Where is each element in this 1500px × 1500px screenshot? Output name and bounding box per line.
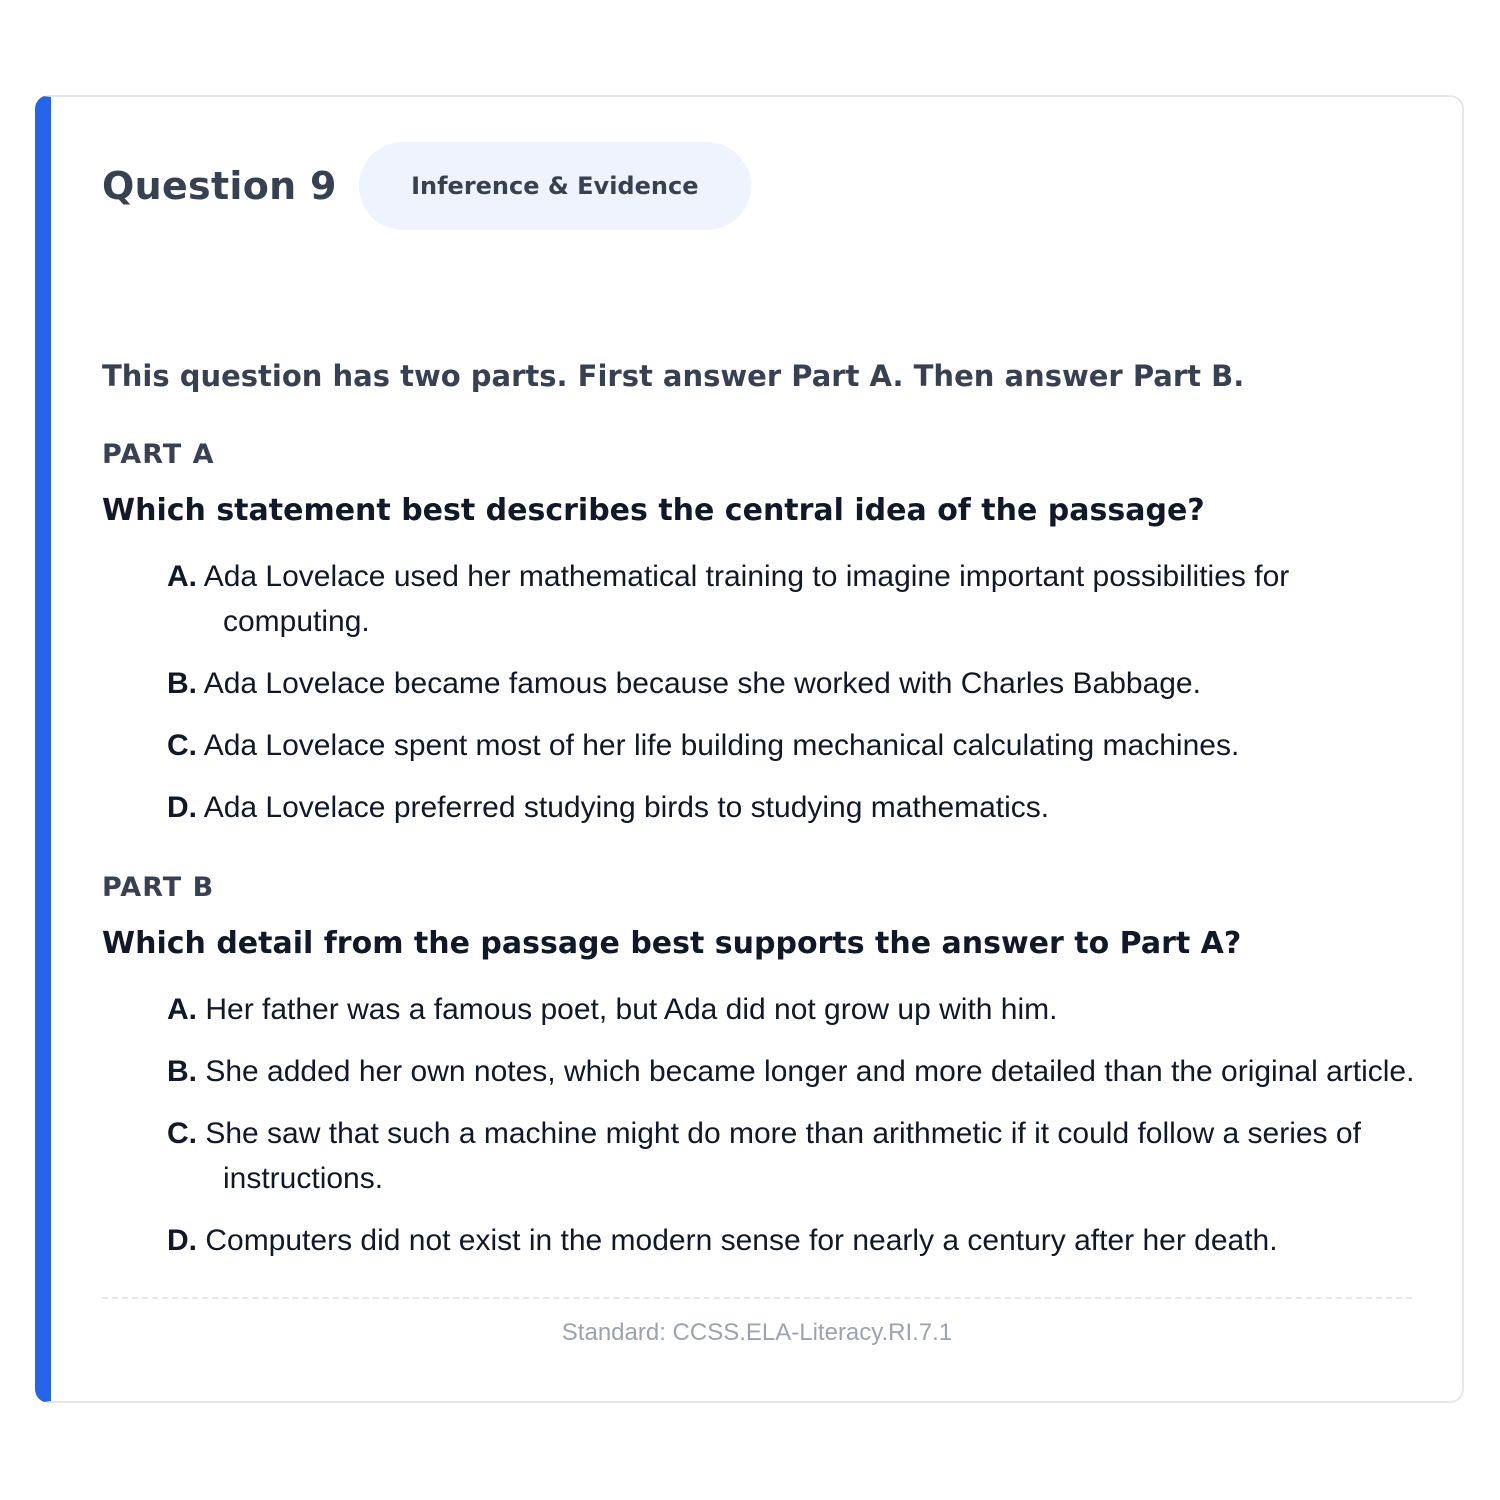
part-a-option-d[interactable] — [167, 785, 1417, 830]
part-a-options — [167, 554, 1417, 847]
option-text: She saw that such a machine might do more than arithmetic if it could follow a series of instructions. — [205, 1117, 1361, 1195]
standard-label: Standard: CCSS.ELA-Literacy.RI.7.1 — [561, 1319, 953, 1346]
part-a-prompt: Which statement best describes the central idea of the passage? — [102, 493, 1205, 528]
question-header — [102, 142, 751, 230]
option-letter: A. — [167, 560, 197, 593]
option-letter: A. — [167, 993, 197, 1026]
part-b-option-b[interactable] — [167, 1049, 1417, 1094]
option-text: Ada Lovelace spent most of her life building mechanical calculating machines. — [203, 729, 1240, 762]
part-a-label: PART A — [102, 439, 215, 470]
part-b-label: PART B — [102, 872, 215, 903]
option-letter: D. — [167, 791, 197, 824]
part-b-option-a[interactable] — [167, 987, 1417, 1032]
part-a-option-b[interactable] — [167, 661, 1417, 706]
option-letter: B. — [167, 667, 197, 700]
part-a-option-a[interactable] — [167, 554, 1417, 644]
option-text: Ada Lovelace became famous because she worked with Charles Babbage. — [203, 667, 1201, 700]
option-text: Ada Lovelace preferred studying birds to studying mathematics. — [203, 791, 1050, 824]
option-text: Her father was a famous poet, but Ada did not grow up with him. — [205, 993, 1058, 1026]
option-letter: C. — [167, 1117, 197, 1150]
part-a-option-c[interactable] — [167, 723, 1417, 768]
option-letter: C. — [167, 729, 197, 762]
option-text: She added her own notes, which became longer and more detailed than the original article. — [205, 1055, 1415, 1088]
question-instructions: This question has two parts. First answer Part A. Then answer Part B. — [102, 359, 1245, 393]
part-b-option-d[interactable] — [167, 1218, 1417, 1263]
part-b-options — [167, 987, 1417, 1280]
part-b-option-c[interactable] — [167, 1111, 1417, 1201]
question-card — [35, 95, 1464, 1403]
option-text: Ada Lovelace used her mathematical training to imagine important possibilities for computing. — [203, 560, 1290, 638]
footer-divider — [102, 1297, 1412, 1299]
question-title: Question 9 — [102, 164, 337, 208]
option-text: Computers did not exist in the modern sense for nearly a century after her death. — [205, 1224, 1278, 1257]
option-letter: D. — [167, 1224, 197, 1257]
skill-tag: Inference & Evidence — [359, 142, 751, 230]
option-letter: B. — [167, 1055, 197, 1088]
part-b-prompt: Which detail from the passage best supports the answer to Part A? — [102, 926, 1242, 961]
